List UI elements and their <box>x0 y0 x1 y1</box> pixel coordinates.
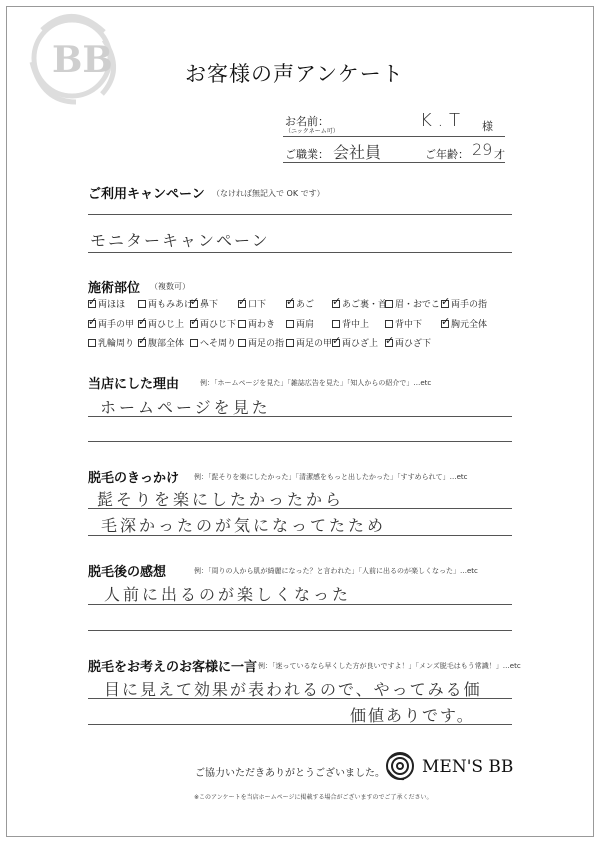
campaign-note: （なければ無記入で OK です） <box>212 189 325 198</box>
area-option[interactable] <box>190 297 218 310</box>
name-sublabel: （ニックネーム可） <box>285 128 339 135</box>
empty-box-icon[interactable] <box>238 339 246 347</box>
area-option[interactable] <box>138 317 184 330</box>
thanks-text: ご協力いただきありがとうございました。 <box>195 768 385 779</box>
area-option-label: 両ひざ上 <box>342 339 379 349</box>
brand-logo-icon <box>384 750 416 782</box>
checked-box-icon[interactable] <box>190 300 198 308</box>
campaign-answer: モニターキャンペーン <box>90 231 270 250</box>
checked-box-icon[interactable] <box>88 300 96 308</box>
area-option[interactable] <box>190 336 236 349</box>
empty-box-icon[interactable] <box>190 339 198 347</box>
area-option-label: 両手の甲 <box>98 320 135 330</box>
area-option[interactable] <box>332 297 387 310</box>
checked-box-icon[interactable] <box>385 339 393 347</box>
area-option-label: へそ周り <box>200 339 237 349</box>
reason-example: 例：「ホームページを見た」「雑誌広告を見た」「知人からの紹介で」…etc <box>200 379 432 387</box>
area-option[interactable] <box>238 336 284 349</box>
area-option[interactable] <box>88 297 125 310</box>
area-option[interactable] <box>385 317 422 330</box>
trigger-answer-line1: 髭そりを楽にしたかったから <box>97 490 345 509</box>
empty-box-icon[interactable] <box>332 320 340 328</box>
job-label: ご職業： <box>285 148 329 161</box>
area-option-label: 両ひざ下 <box>395 339 432 349</box>
advice-answer-line2: 価値ありです。 <box>350 706 475 725</box>
trigger-example: 例：「髭そりを楽にしたかった」「清潔感をもっと出したかった」「すすめられて」…etc <box>194 473 468 481</box>
area-option-label: 両ひじ上 <box>148 320 185 330</box>
area-option-label: 両手の指 <box>451 300 488 310</box>
empty-box-icon[interactable] <box>286 320 294 328</box>
honorific: 様 <box>482 120 493 133</box>
area-option[interactable] <box>385 336 431 349</box>
area-option[interactable] <box>441 317 487 330</box>
area-option[interactable] <box>286 336 332 349</box>
brand-watermark-logo <box>12 10 142 120</box>
campaign-title: ご利用キャンペーン <box>88 187 205 202</box>
impression-example: 例：「周りの人から肌が綺麗になった？と言われた」「人前に出るのが楽しくなった」…etc <box>194 567 478 575</box>
advice-example: 例：「迷っているなら早くした方が良いですよ！」「メンズ脱毛はもう常識！」…etc <box>258 662 521 670</box>
area-option-label: 背中下 <box>395 320 423 330</box>
empty-box-icon[interactable] <box>238 320 246 328</box>
age-label: ご年齢： <box>425 148 469 161</box>
area-option[interactable] <box>88 336 134 349</box>
area-option-label: 両足の甲 <box>296 339 333 349</box>
advice-title: 脱毛をお考えのお客様に一言 <box>88 660 258 675</box>
area-option-label: 背中上 <box>342 320 370 330</box>
checked-box-icon[interactable] <box>286 300 294 308</box>
empty-box-icon[interactable] <box>286 339 294 347</box>
area-option[interactable] <box>332 317 369 330</box>
empty-box-icon[interactable] <box>138 300 146 308</box>
impression-answer: 人前に出るのが楽しくなった <box>104 585 352 604</box>
area-option[interactable] <box>138 336 184 349</box>
area-option[interactable] <box>385 297 440 310</box>
footer-note: ※このアンケートを当店ホームページに掲載する場合がございますのでご了承ください。 <box>194 794 433 801</box>
impression-title: 脱毛後の感想 <box>88 565 167 580</box>
checked-box-icon[interactable] <box>88 320 96 328</box>
area-option[interactable] <box>138 297 193 310</box>
areas-note: （複数可） <box>150 282 190 291</box>
area-option[interactable] <box>88 317 134 330</box>
area-option-label: あご裏・首 <box>342 300 388 310</box>
checked-box-icon[interactable] <box>441 300 449 308</box>
area-option-label: 胸元全体 <box>451 320 488 330</box>
checked-box-icon[interactable] <box>238 300 246 308</box>
empty-box-icon[interactable] <box>385 320 393 328</box>
area-option-label: 両もみあげ <box>148 300 194 310</box>
area-option-label: 腹部全体 <box>148 339 185 349</box>
area-option-label: 鼻下 <box>200 300 219 310</box>
checked-box-icon[interactable] <box>190 320 198 328</box>
name-value: K . T <box>420 110 460 131</box>
trigger-title: 脱毛のきっかけ <box>88 471 180 486</box>
empty-box-icon[interactable] <box>88 339 96 347</box>
area-option-label: 両足の指 <box>248 339 285 349</box>
area-option[interactable] <box>286 297 314 310</box>
empty-box-icon[interactable] <box>385 300 393 308</box>
trigger-answer-line2: 毛深かったのが気になってたため <box>101 516 387 535</box>
area-option-label: 両肩 <box>296 320 315 330</box>
area-option[interactable] <box>238 297 266 310</box>
area-option[interactable] <box>441 297 487 310</box>
checked-box-icon[interactable] <box>441 320 449 328</box>
page-title: お客様の声アンケート <box>185 62 404 86</box>
area-option-label: 乳輪周り <box>98 339 135 349</box>
area-option[interactable] <box>286 317 314 330</box>
checked-box-icon[interactable] <box>138 339 146 347</box>
checked-box-icon[interactable] <box>138 320 146 328</box>
name-label: お名前： <box>285 115 329 128</box>
age-value: 29 <box>472 140 493 159</box>
area-option-label: 両ほほ <box>98 300 126 310</box>
brand-name: MEN'S BB <box>422 757 514 777</box>
area-option-label: 両ひじ下 <box>200 320 237 330</box>
area-option[interactable] <box>238 317 275 330</box>
area-option-label: 眉・おでこ <box>395 300 440 310</box>
area-option[interactable] <box>332 336 378 349</box>
area-option-label: 両わき <box>248 320 276 330</box>
area-option-label: あご <box>296 300 315 310</box>
reason-answer: ホームページを見た <box>100 398 271 417</box>
area-option-label: 口下 <box>248 300 267 310</box>
area-option[interactable] <box>190 317 236 330</box>
watermark-text: BB <box>52 39 113 81</box>
age-unit: 才 <box>494 148 505 161</box>
checked-box-icon[interactable] <box>332 339 340 347</box>
reason-title: 当店にした理由 <box>88 377 180 392</box>
checked-box-icon[interactable] <box>332 300 340 308</box>
areas-title: 施術部位 <box>88 281 141 296</box>
advice-answer-line1: 目に見えて効果が表われるので、やってみる価 <box>104 680 482 699</box>
job-value: 会社員 <box>333 143 382 162</box>
